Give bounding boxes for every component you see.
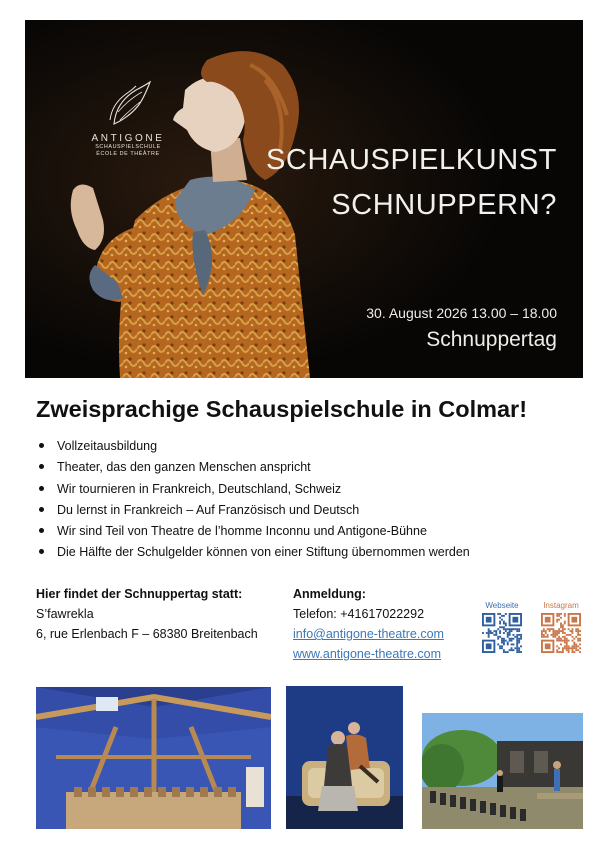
qr-code-icon[interactable]: [541, 613, 581, 653]
feature-text: Vollzeitausbildung: [57, 439, 158, 453]
hero-headline: [266, 138, 557, 228]
bullet-icon: [39, 486, 44, 491]
list-item: [36, 458, 470, 479]
event-name: Schnuppertag: [426, 328, 557, 351]
bullet-icon: [39, 528, 44, 533]
list-item: [36, 543, 470, 564]
headline-line-1: SCHAUSPIELKUNST: [265, 144, 557, 176]
qr-code-icon[interactable]: [482, 613, 522, 653]
email-link[interactable]: info@antigone-theatre.com: [293, 627, 444, 641]
event-date: 30. August 2026 13.00 – 18.00: [366, 305, 557, 321]
bullet-icon: [39, 464, 44, 469]
venue-address: 6, rue Erlenbach F – 68380 Breitenbach: [36, 627, 258, 641]
feature-text: Die Hälfte der Schulgelder können von einer Stiftung übernommen werden: [57, 545, 470, 560]
qr-instagram-label: Instagram: [543, 601, 579, 610]
registration-info: [293, 584, 444, 664]
list-item: [36, 437, 470, 458]
antigone-logo: [83, 80, 173, 157]
feature-text: Du lernst in Frankreich – Auf Französisch und Deutsch: [57, 502, 360, 517]
registration-phone[interactable]: Telefon: +41617022292: [293, 607, 425, 621]
headline-line-2: SCHNUPPERN?: [331, 189, 557, 221]
list-item: [36, 501, 470, 522]
bullet-icon: [39, 549, 44, 554]
bullet-icon: [39, 443, 44, 448]
list-item: [36, 480, 470, 501]
hero-banner: [25, 20, 583, 378]
bullet-icon: [39, 507, 44, 512]
feature-list: [36, 437, 470, 565]
feature-text: Wir tournieren in Frankreich, Deutschland, Schweiz: [57, 481, 342, 496]
venue-heading: Hier findet der Schnuppertag statt:: [36, 587, 243, 601]
logo-subtitle-fr: ÉCOLE DE THÉÂTRE: [96, 150, 160, 157]
website-link[interactable]: www.antigone-theatre.com: [293, 647, 441, 661]
feature-text: Theater, das den ganzen Menschen anspricht: [57, 460, 311, 475]
feather-logo-icon: [100, 80, 156, 126]
venue-info: [36, 584, 258, 644]
feature-text: Wir sind Teil von Theatre de l’homme Inconnu und Antigone-Bühne: [57, 524, 427, 539]
attic-stage-photo: [36, 687, 271, 829]
qr-instagram[interactable]: [537, 601, 585, 655]
qr-website[interactable]: [478, 601, 526, 655]
list-item: [36, 522, 470, 543]
logo-subtitle-de: SCHAUSPIELSCHULE: [95, 144, 161, 150]
qr-website-label: Webseite: [485, 601, 519, 610]
logo-name: ANTIGONE: [91, 133, 165, 144]
main-title: Zweisprachige Schauspielschule in Colmar!: [36, 396, 528, 422]
venue-name: S’fawrekla: [36, 607, 94, 621]
outdoor-theatre-photo: [422, 713, 583, 829]
stage-performance-photo: [286, 686, 403, 829]
registration-heading: Anmeldung:: [293, 587, 366, 601]
